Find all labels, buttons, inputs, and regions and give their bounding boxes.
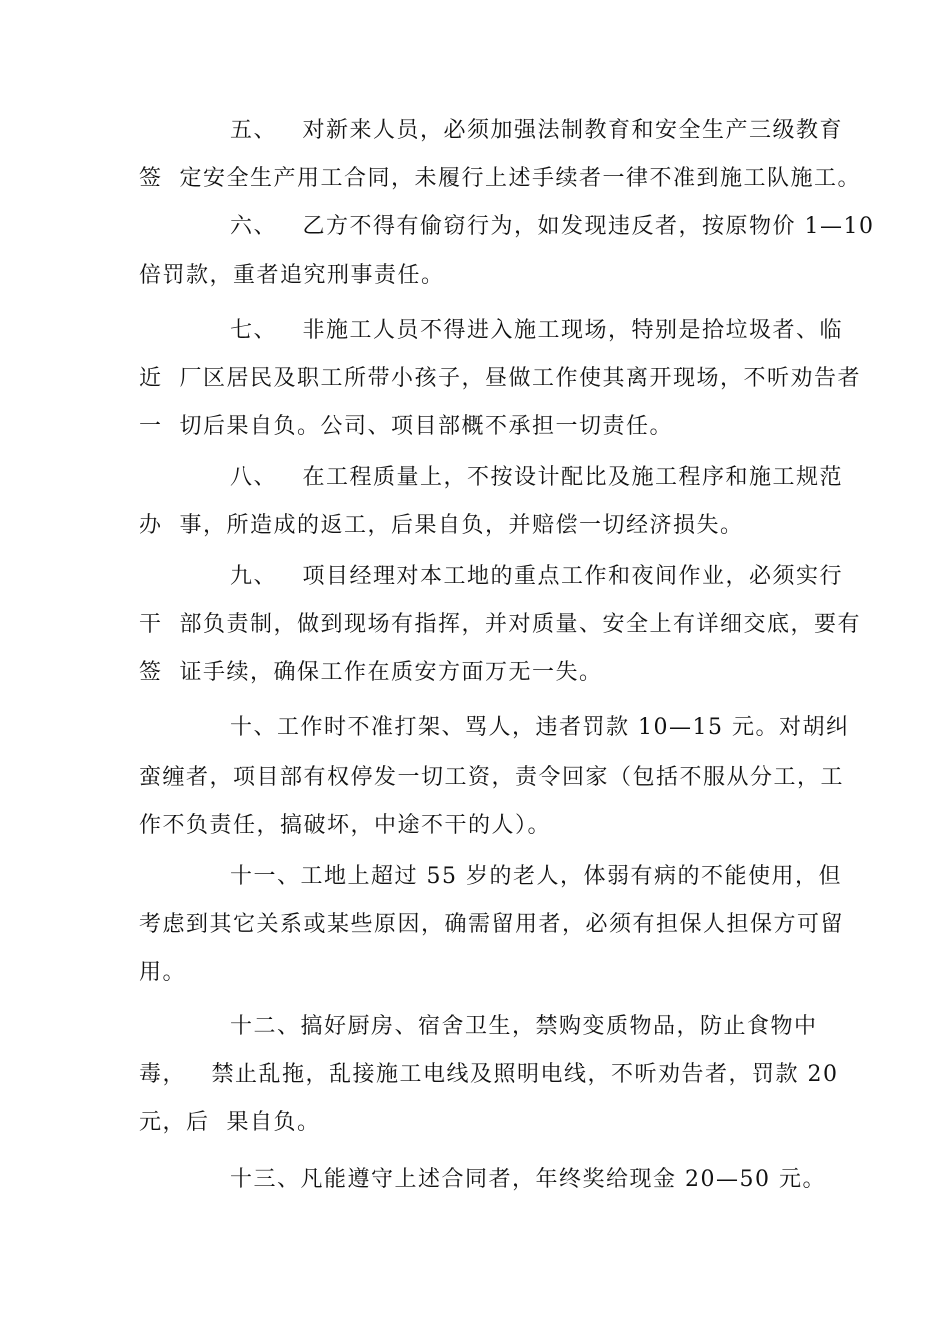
para-13-line-1: 十三、凡能遵守上述合同者，年终奖给现金 20—50 元。 [230, 1167, 826, 1192]
para-9-line-3: 签 证手续，确保工作在质安方面万无一失。 [139, 660, 603, 685]
para-11-line-2: 考虑到其它关系或某些原因，确需留用者，必须有担保人担保方可留 [139, 912, 845, 937]
para-8-line-1: 八、 在工程质量上，不按设计配比及施工程序和施工规范 [230, 465, 843, 490]
para-6-line-1: 六、 乙方不得有偷窃行为，如发现违反者，按原物价 1—10 [230, 214, 875, 239]
para-7-line-1: 七、 非施工人员不得进入施工现场，特别是拾垃圾者、临 [230, 318, 843, 343]
para-9-line-2: 干 部负责制，做到现场有指挥，并对质量、安全上有详细交底，要有 [139, 612, 861, 637]
para-11-line-3: 用。 [139, 960, 187, 985]
para-12-line-1: 十二、搞好厨房、宿舍卫生，禁购变质物品，防止食物中 [230, 1014, 818, 1039]
para-12-line-2: 毒， 禁止乱拖，乱接施工电线及照明电线，不听劝告者，罚款 20 [139, 1062, 839, 1087]
para-7-line-2: 近 厂区居民及职工所带小孩子，昼做工作使其离开现场，不听劝告者 [139, 366, 861, 391]
para-8-line-2: 办 事，所造成的返工，后果自负，并赔偿一切经济损失。 [139, 513, 744, 538]
para-5-line-1: 五、 对新来人员，必须加强法制教育和安全生产三级教育 [230, 118, 843, 143]
para-10-line-3: 作不负责任，搞破坏，中途不干的人）。 [139, 813, 552, 838]
para-12-line-3: 元，后 果自负。 [139, 1110, 321, 1135]
para-9-line-1: 九、 项目经理对本工地的重点工作和夜间作业，必须实行 [230, 564, 843, 589]
para-10-line-1: 十、工作时不准打架、骂人，违者罚款 10—15 元。对胡纠 [230, 715, 850, 740]
para-6-line-2: 倍罚款，重者追究刑事责任。 [139, 263, 445, 288]
para-5-line-2: 签 定安全生产用工合同，未履行上述手续者一律不准到施工队施工。 [139, 166, 861, 191]
para-11-line-1: 十一、工地上超过 55 岁的老人，体弱有病的不能使用，但 [230, 864, 842, 889]
para-10-line-2: 蛮缠者，项目部有权停发一切工资，责令回家（包括不服从分工，工 [139, 765, 845, 790]
para-7-line-3: 一 切后果自负。公司、项目部概不承担一切责任。 [139, 414, 673, 439]
